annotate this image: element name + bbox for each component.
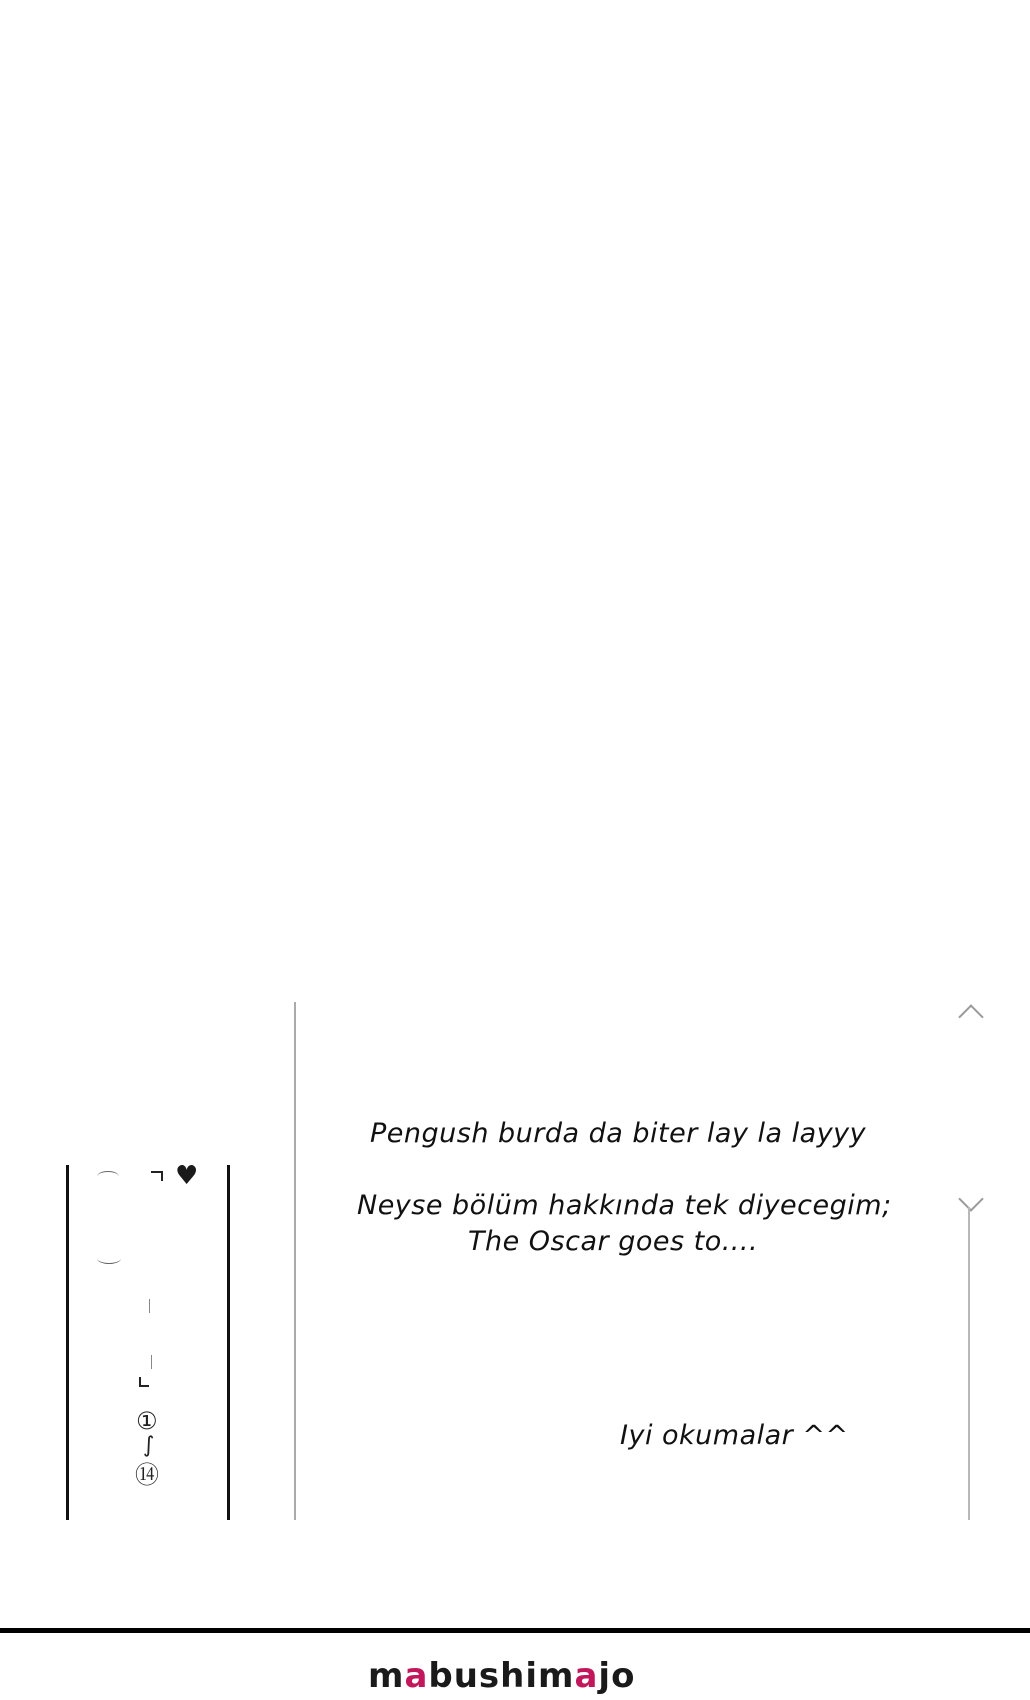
logo-accent: a bbox=[404, 1656, 429, 1696]
arc-bottom-mark bbox=[97, 1253, 121, 1264]
volume-end-number: ⑭ bbox=[135, 1461, 159, 1489]
credits-bracket-box bbox=[66, 1161, 230, 1520]
heart-icon: ♥ bbox=[175, 1161, 199, 1191]
divider-line-right bbox=[968, 1207, 970, 1520]
range-mark: ∫ bbox=[143, 1433, 155, 1458]
note-line-1: Pengush burda da biter lay la layyy bbox=[370, 1118, 867, 1149]
corner-bracket-top bbox=[151, 1171, 163, 1181]
chevron-down-icon bbox=[958, 1186, 983, 1211]
tick-mark bbox=[151, 1355, 152, 1369]
footer-rule bbox=[0, 1628, 1030, 1633]
divider-line-left bbox=[294, 1002, 296, 1520]
volume-start-number: ① bbox=[136, 1407, 158, 1435]
logo-part: bushim bbox=[428, 1656, 575, 1696]
logo-accent: a bbox=[574, 1656, 599, 1696]
chevron-up-icon bbox=[958, 1004, 983, 1029]
tick-mark bbox=[149, 1299, 150, 1313]
logo-part: m bbox=[368, 1656, 405, 1696]
scanlation-logo bbox=[368, 1656, 635, 1696]
logo-part: jo bbox=[598, 1656, 636, 1696]
arc-top-mark bbox=[97, 1171, 119, 1182]
note-line-2: Neyse bölüm hakkında tek diyecegim; bbox=[357, 1190, 892, 1221]
note-line-4: Iyi okumalar ^^ bbox=[620, 1420, 849, 1451]
note-line-3: The Oscar goes to.... bbox=[468, 1226, 759, 1257]
corner-bracket-bottom bbox=[139, 1377, 149, 1387]
